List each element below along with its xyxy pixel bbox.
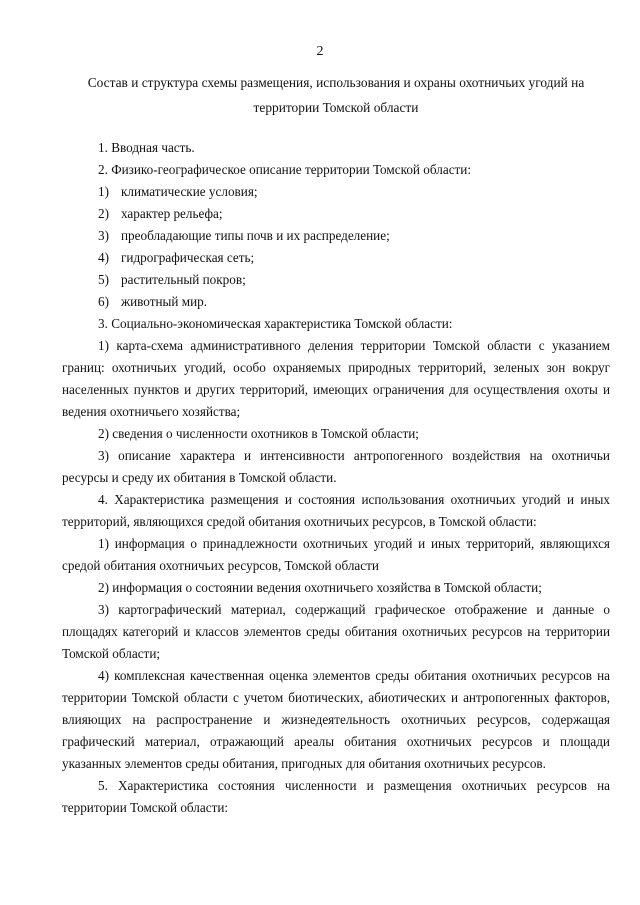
section-4-item: 4) комплексная качественная оценка элементов среды обитания охотничьих ресурсов на территории Томской области с учетом биотических, абиотических и антропогенных факторов, влияющих на распространение и жизнедеятельность охотничьих ресурсов, содержащая графический материал, отражающий ареалы обитания охотничьих ресурсов и площади указанных элементов среды обитания, пригодных для обитания охотничьих ресурсов. [62, 668, 610, 771]
item-number: 3) [98, 228, 109, 243]
section-3-item: 2) сведения о численности охотников в Томской области; [98, 426, 419, 441]
document-title: Состав и структура схемы размещения, использования и охраны охотничьих угодий на территории Томской области [87, 75, 585, 115]
section-4-item: 2) информация о состоянии ведения охотничьего хозяйства в Томской области; [98, 580, 542, 595]
section-4-heading: 4. Характеристика размещения и состояния использования охотничьих угодий и иных территорий, являющихся средой обитания охотничьих ресурсов, в Томской области: [62, 492, 610, 529]
section-2-heading: 2. Физико-географическое описание территории Томской области: [98, 162, 472, 177]
page-number: 2 [316, 44, 324, 59]
document-body [62, 137, 610, 819]
item-number: 2) [98, 206, 109, 221]
section-4-item: 1) информация о принадлежности охотничьих угодий и иных территорий, являющихся средой обитания охотничьих ресурсов, Томской области [62, 536, 610, 573]
section-2-item [62, 181, 610, 203]
section-2-item [62, 225, 610, 247]
section-2-item [62, 203, 610, 225]
section-2-item [62, 291, 610, 313]
item-number: 6) [98, 294, 109, 309]
section-5-heading: 5. Характеристика состояния численности и размещения охотничьих ресурсов на территории Томской области: [62, 778, 610, 815]
section-3-heading: 3. Социально-экономическая характеристика Томской области: [98, 316, 453, 331]
item-text: животный мир. [121, 294, 208, 309]
item-text: характер рельефа; [121, 206, 223, 221]
item-text: растительный покров; [121, 272, 246, 287]
section-3-item: 3) описание характера и интенсивности антропогенного воздействия на охотничьи ресурсы и среду их обитания в Томской области. [62, 448, 610, 485]
item-text: климатические условия; [121, 184, 258, 199]
section-4-item: 3) картографический материал, содержащий графическое отображение и данные о площадях категорий и классов элементов среды обитания охотничьих ресурсов на территории Томской области; [62, 602, 610, 661]
section-2-item [62, 269, 610, 291]
item-number: 5) [98, 272, 109, 287]
item-text: преобладающие типы почв и их распределение; [121, 228, 390, 243]
item-number: 4) [98, 250, 109, 265]
section-3-item: 1) карта-схема административного деления территории Томской области с указанием границ: охотничьих угодий, особо охраняемых природных территорий, зеленых зон вокруг населенных пунктов и других территорий, имеющих ограничения для осуществления охоты и ведения охотничьего хозяйства; [62, 338, 610, 419]
section-1-heading: 1. Вводная часть. [98, 140, 195, 155]
item-number: 1) [98, 184, 109, 199]
section-2-item [62, 247, 610, 269]
item-text: гидрографическая сеть; [121, 250, 255, 265]
